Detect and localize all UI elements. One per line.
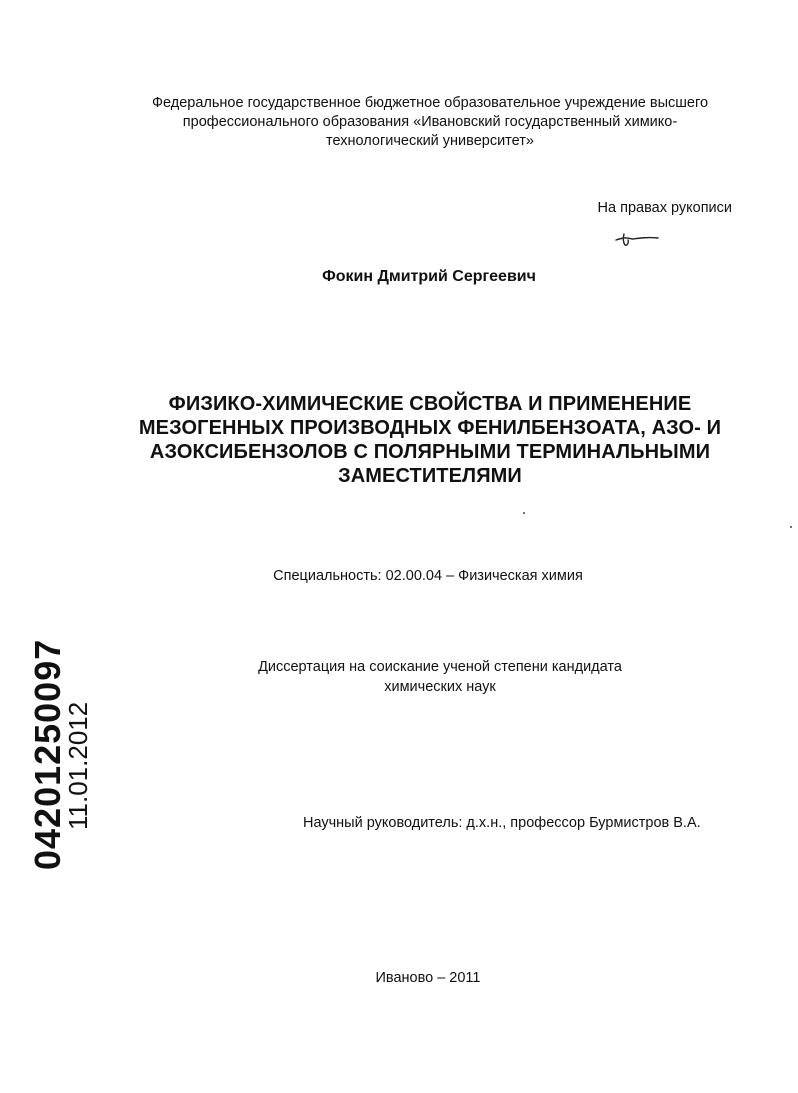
author-name: Фокин Дмитрий Сергеевич [322, 268, 536, 285]
city-year: Иваново – 2011 [375, 970, 481, 986]
registration-number-stamp: 04201250097 [27, 638, 68, 870]
stamp-date: 11.01.2012 [63, 701, 93, 830]
rights-note: На правах рукописи [597, 200, 732, 216]
institution-line: профессионального образования «Ивановский государственный химико- [182, 114, 678, 130]
scientific-supervisor: Научный руководитель: д.х.н., профессор Бурмистров В.А. [303, 815, 701, 831]
degree-statement [150, 657, 730, 697]
scan-speck [790, 526, 792, 528]
degree-line: химических наук [384, 679, 496, 695]
title-line: ЗАМЕСТИТЕЛЯМИ [338, 465, 522, 487]
institution-line: Федеральное государственное бюджетное образовательное учреждение высшего [151, 95, 709, 111]
dissertation-title [80, 392, 780, 488]
degree-line: Диссертация на соискание ученой степени кандидата [258, 659, 622, 675]
title-line: АЗОКСИБЕНЗОЛОВ С ПОЛЯРНЫМИ ТЕРМИНАЛЬНЫМИ [149, 441, 711, 463]
institution-line: технологический университет» [326, 133, 534, 149]
title-line: МЕЗОГЕННЫХ ПРОИЗВОДНЫХ ФЕНИЛБЕНЗОАТА, АЗО- И [138, 417, 722, 439]
title-line: ФИЗИКО-ХИМИЧЕСКИЕ СВОЙСТВА И ПРИМЕНЕНИЕ [168, 393, 692, 415]
handwritten-signature-icon [612, 228, 662, 250]
institution-name [100, 94, 760, 151]
scan-speck [523, 512, 525, 514]
specialty: Специальность: 02.00.04 – Физическая химия [273, 568, 583, 584]
